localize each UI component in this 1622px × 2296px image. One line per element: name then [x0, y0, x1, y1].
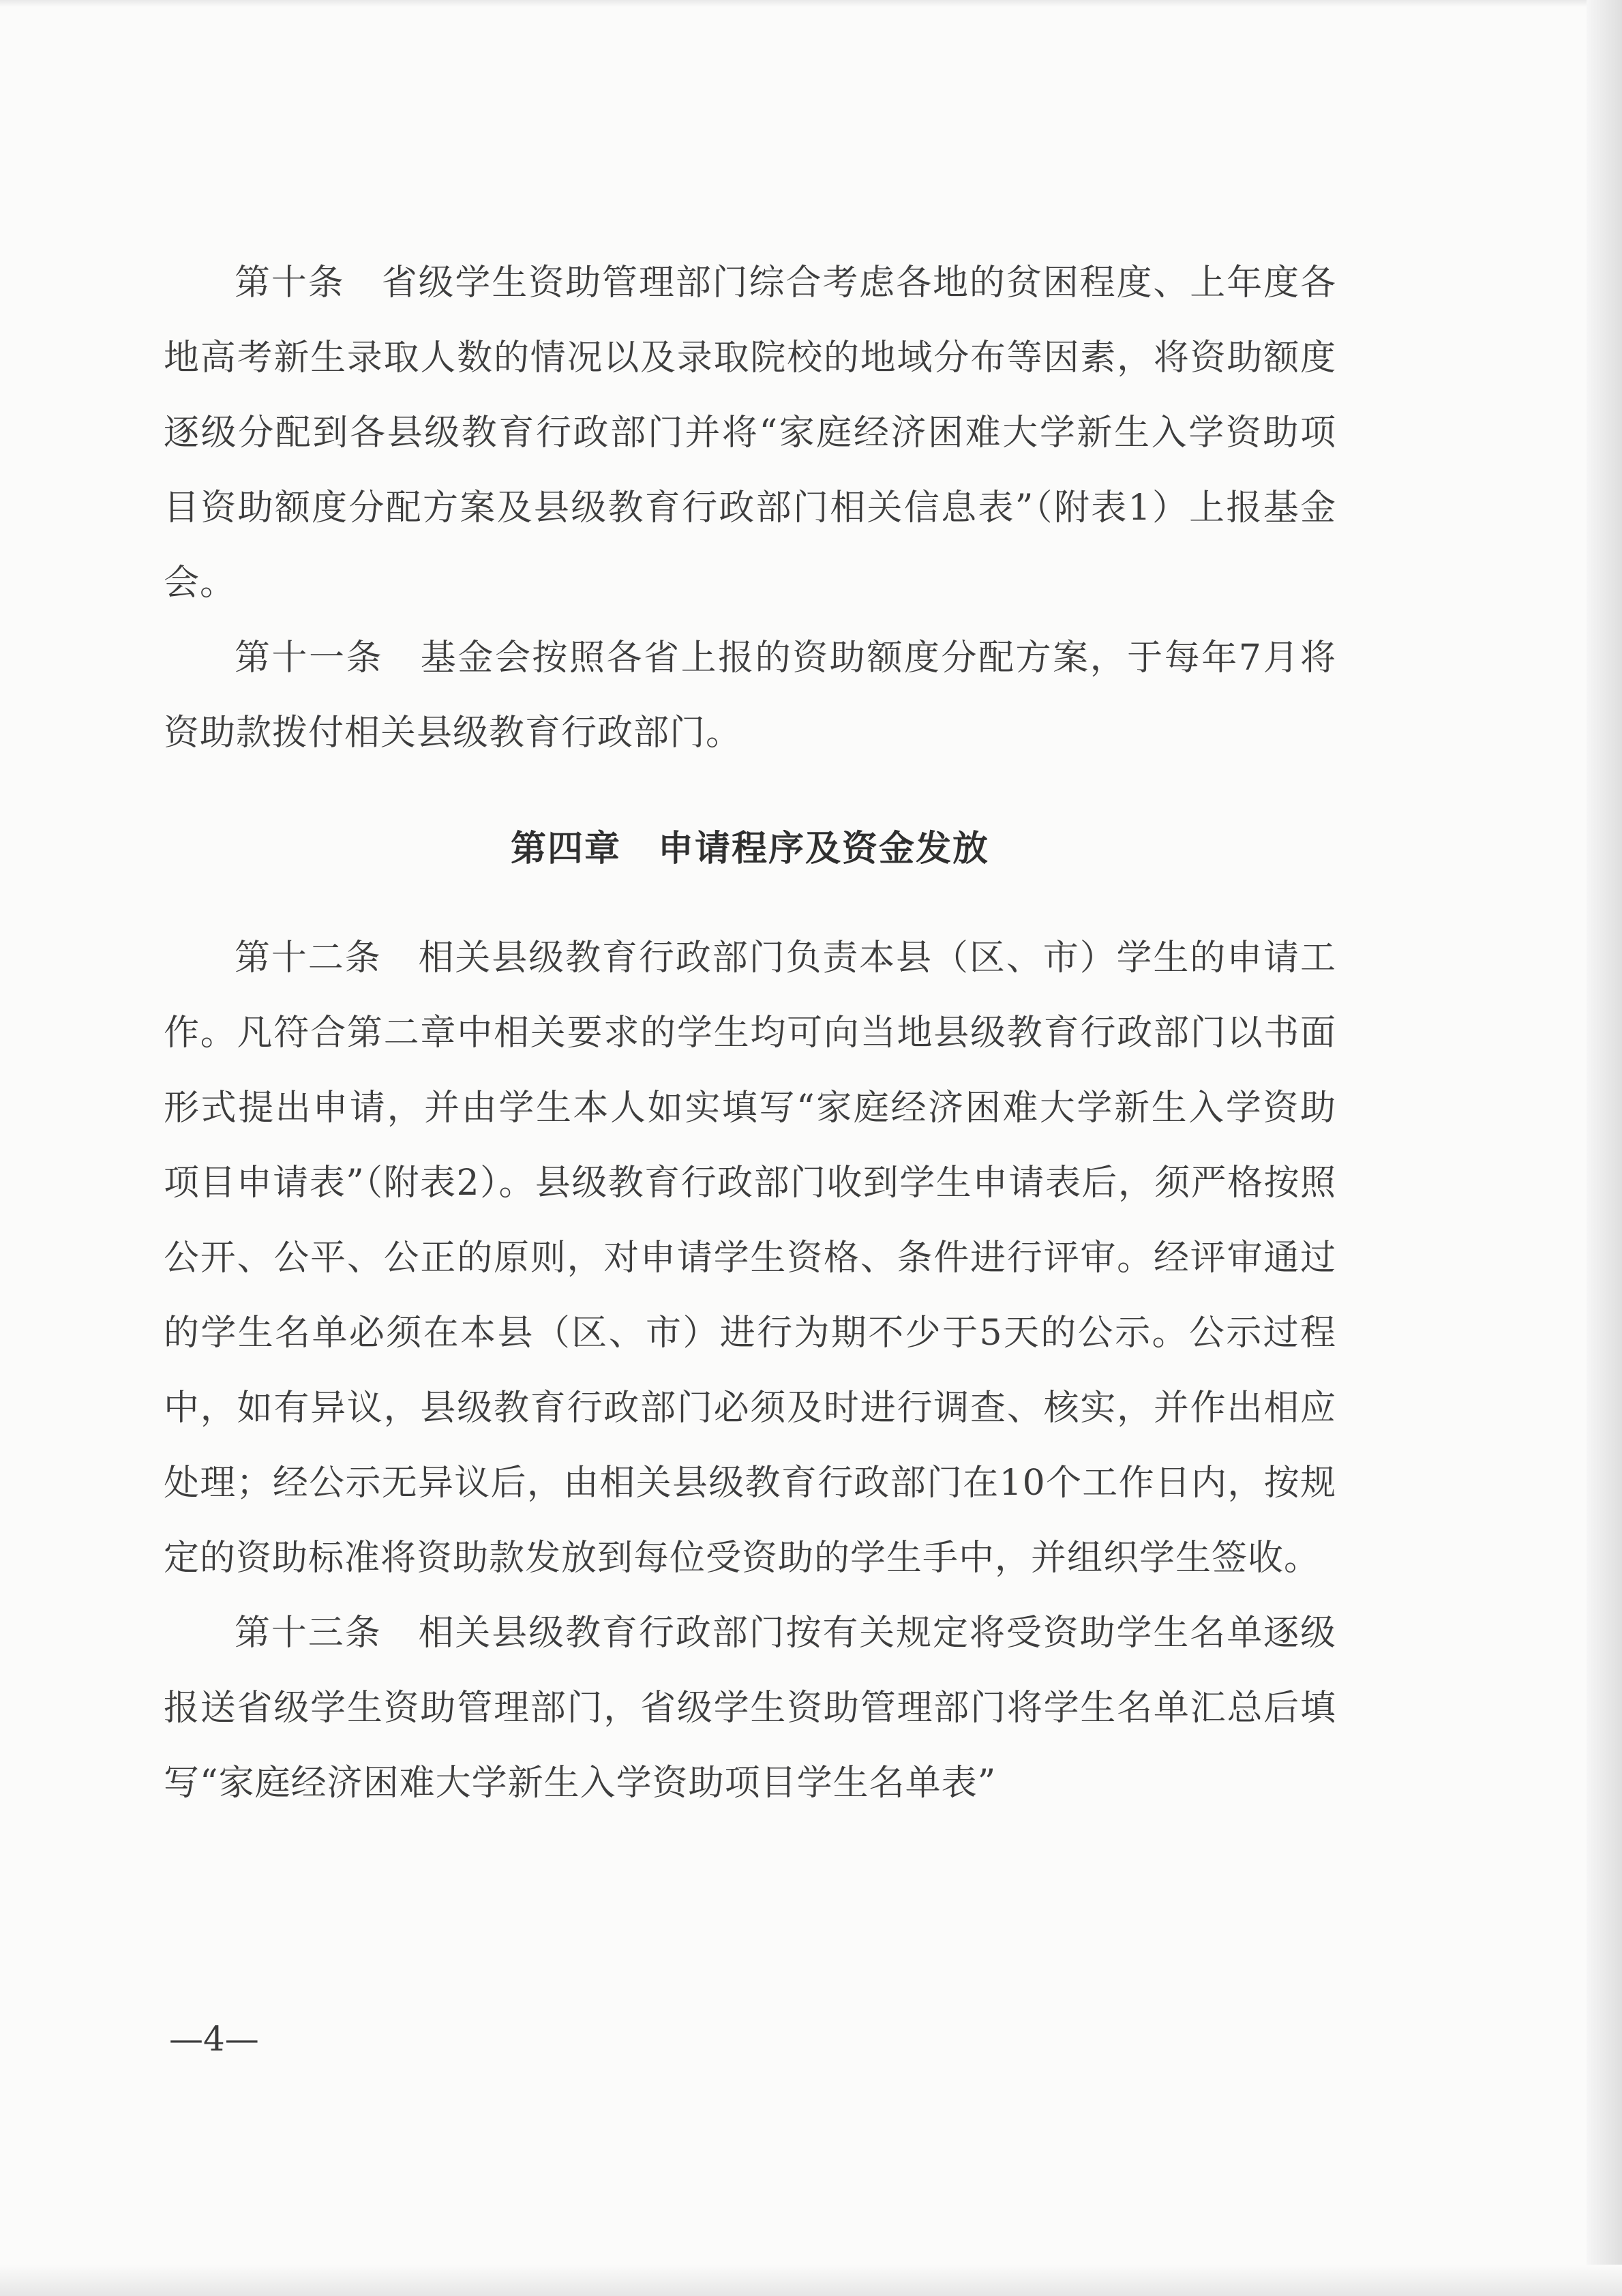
article-10-paragraph: 第十条 省级学生资助管理部门综合考虑各地的贫困程度、上年度各地高考新生录取人数的情况以及录取院校的地域分布等因素，将资助额度逐级分配到各县级教育行政部门并将“家庭经济困难大学新生入学资助项目资助额度分配方案及县级教育行政部门相关信息表”（附表1）上报基金会。 — [164, 263, 1336, 603]
scan-edge-bottom — [0, 2265, 1622, 2296]
article-11-paragraph: 第十一条 基金会按照各省上报的资助额度分配方案，于每年7月将资助款拨付相关县级教育行政部门。 — [164, 638, 1336, 754]
scan-edge-right — [1587, 0, 1622, 2296]
article-12-paragraph: 第十二条 相关县级教育行政部门负责本县（区、市）学生的申请工作。凡符合第二章中相关要求的学生均可向当地县级教育行政部门以书面形式提出申请，并由学生本人如实填写“家庭经济困难大学新生入学资助项目申请表”（附表2）。县级教育行政部门收到学生申请表后，须严格按照公开、公平、公正的原则，对申请学生资格、条件进行评审。经评审通过的学生名单必须在本县（区、市）进行为期不少于5天的公示。公示过程中，如有异议，县级教育行政部门必须及时进行调查、核实，并作出相应处理；经公示无异议后，由相关县级教育行政部门在10个工作日内，按规定的资助标准将资助款发放到每位受资助的学生手中，并组织学生签收。 — [164, 938, 1336, 1579]
document-body — [164, 245, 1336, 1821]
chapter-title: 第四章 申请程序及资金发放 — [510, 829, 989, 869]
scan-edge-top — [0, 0, 1622, 7]
page-number: —4— — [169, 2019, 259, 2059]
article-13-paragraph: 第十三条 相关县级教育行政部门按有关规定将受资助学生名单逐级报送省级学生资助管理部门，省级学生资助管理部门将学生名单汇总后填写“家庭经济困难大学新生入学资助项目学生名单表” — [164, 1613, 1336, 1804]
